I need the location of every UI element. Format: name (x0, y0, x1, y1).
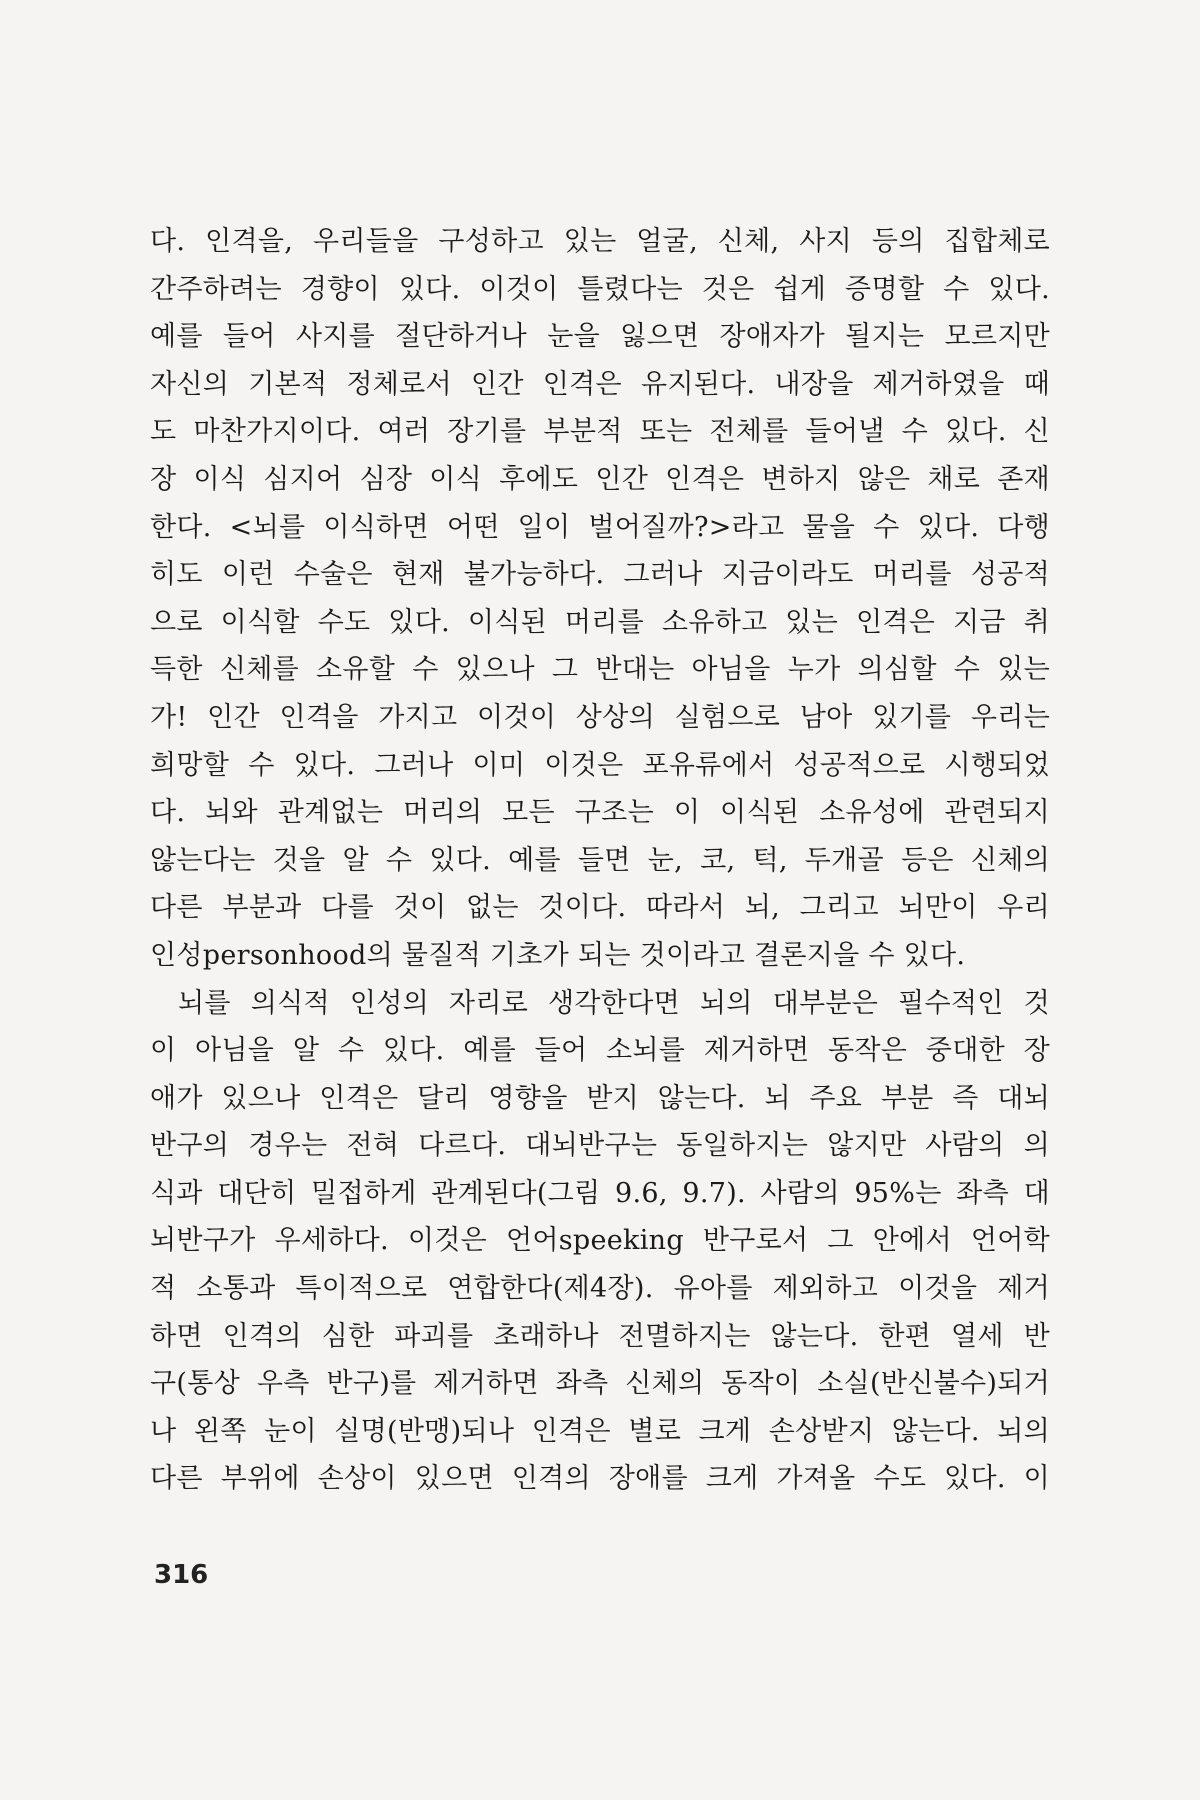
paragraph (150, 218, 1050, 980)
text-line: 득한 신체를 소유할 수 있으나 그 반대는 아님을 누가 의심할 수 있는 (150, 654, 1050, 686)
text-line: 자신의 기본적 정체로서 인간 인격은 유지된다. 내장을 제거하였을 때 (150, 368, 1050, 400)
text-line: 다른 부분과 다를 것이 없는 것이다. 따라서 뇌, 그리고 뇌만이 우리 (150, 892, 1050, 924)
text-line: 으로 이식할 수도 있다. 이식된 머리를 소유하고 있는 인격은 지금 취 (150, 606, 1050, 638)
text-line: 희망할 수 있다. 그러나 이미 이것은 포유류에서 성공적으로 시행되었 (150, 749, 1050, 781)
text-line: 다른 부위에 손상이 있으면 인격의 장애를 크게 가져올 수도 있다. 이 (150, 1463, 1050, 1495)
text-line: 다. 뇌와 관계없는 머리의 모든 구조는 이 이식된 소유성에 관련되지 (150, 797, 1050, 829)
text-line: 적 소통과 특이적으로 연합한다(제4장). 유아를 제외하고 이것을 제거 (150, 1273, 1050, 1305)
text-line: 예를 들어 사지를 절단하거나 눈을 잃으면 장애자가 될지는 모르지만 (150, 321, 1050, 353)
text-line: 하면 인격의 심한 파괴를 초래하나 전멸하지는 않는다. 한편 열세 반 (150, 1320, 1050, 1352)
text-line: 히도 이런 수술은 현재 불가능하다. 그러나 지금이라도 머리를 성공적 (150, 559, 1050, 591)
text-line: 가! 인간 인격을 가지고 이것이 상상의 실험으로 남아 있기를 우리는 (150, 701, 1050, 733)
text-line: 한다. <뇌를 이식하면 어떤 일이 벌어질까?>라고 물을 수 있다. 다행 (150, 511, 1050, 543)
paragraph (150, 980, 1050, 1504)
text-line: 않는다는 것을 알 수 있다. 예를 들면 눈, 코, 턱, 두개골 등은 신체의 (150, 844, 1050, 876)
text-line: 구(통상 우측 반구)를 제거하면 좌측 신체의 동작이 소실(반신불수)되거 (150, 1368, 1050, 1400)
text-line: 장 이식 심지어 심장 이식 후에도 인간 인격은 변하지 않은 채로 존재 (150, 463, 1050, 495)
text-line: 도 마찬가지이다. 여러 장기를 부분적 또는 전체를 들어낼 수 있다. 신 (150, 416, 1050, 448)
page-number: 316 (154, 1560, 209, 1590)
text-line: 뇌를 의식적 인성의 자리로 생각한다면 뇌의 대부분은 필수적인 것 (178, 987, 1050, 1019)
text-line: 애가 있으나 인격은 달리 영향을 받지 않는다. 뇌 주요 부분 즉 대뇌 (150, 1082, 1050, 1114)
text-line: 이 아님을 알 수 있다. 예를 들어 소뇌를 제거하면 동작은 중대한 장 (150, 1035, 1050, 1067)
text-line: 다. 인격을, 우리들을 구성하고 있는 얼굴, 신체, 사지 등의 집합체로 (150, 226, 1050, 257)
text-line: 인성personhood의 물질적 기초가 되는 것이라고 결론지을 수 있다. (150, 939, 966, 971)
text-line: 반구의 경우는 전혀 다르다. 대뇌반구는 동일하지는 않지만 사람의 의 (150, 1130, 1050, 1162)
text-line: 나 왼쪽 눈이 실명(반맹)되나 인격은 별로 크게 손상받지 않는다. 뇌의 (150, 1415, 1050, 1447)
text-line: 뇌반구가 우세하다. 이것은 언어speeking 반구로서 그 안에서 언어학 (150, 1225, 1050, 1257)
text-line: 식과 대단히 밀접하게 관계된다(그림 9.6, 9.7). 사람의 95%는 좌측 대 (150, 1177, 1050, 1209)
text-line: 간주하려는 경향이 있다. 이것이 틀렸다는 것은 쉽게 증명할 수 있다. (150, 273, 1050, 305)
body-text (150, 218, 1050, 1503)
